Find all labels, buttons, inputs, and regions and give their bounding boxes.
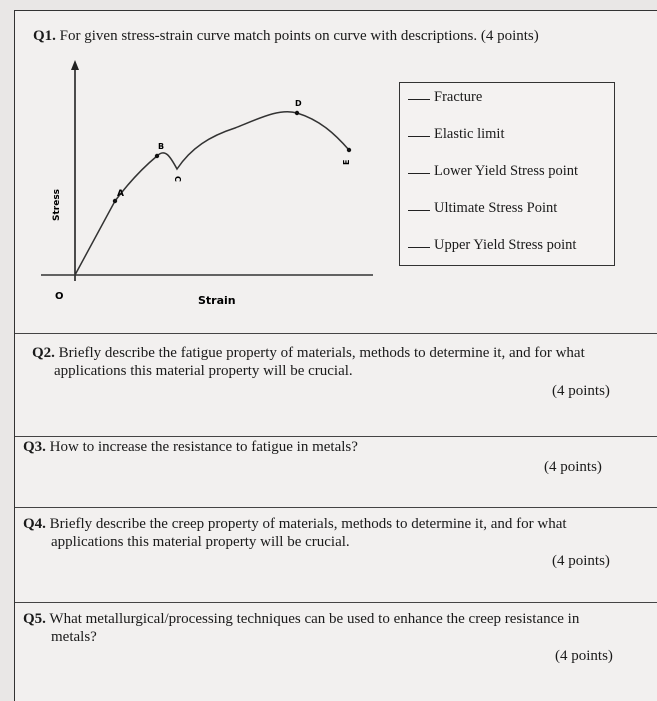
divider	[15, 602, 657, 603]
point-b-marker	[155, 154, 159, 158]
y-axis-label: Stress	[52, 188, 62, 221]
choice-text: Ultimate Stress Point	[434, 200, 558, 216]
q3-prompt	[23, 438, 358, 456]
q5-points: (4 points)	[555, 648, 613, 664]
answer-blank[interactable]	[408, 247, 430, 248]
point-d-marker	[295, 111, 299, 115]
point-a-label: A	[117, 189, 124, 199]
divider	[15, 507, 657, 508]
q2-points: (4 points)	[552, 383, 610, 399]
q5-line2: metals?	[51, 629, 97, 645]
q5-prompt	[23, 610, 579, 646]
choice-text: Elastic limit	[434, 126, 505, 142]
choice-row	[408, 200, 557, 217]
q1-text: For given stress-strain curve match points on curve with descriptions. (4 points)	[59, 28, 539, 44]
y-axis-arrow	[71, 60, 79, 70]
q2-label: Q2.	[32, 345, 55, 361]
choice-row	[408, 126, 504, 143]
q4-line1: Briefly describe the creep property of materials, methods to determine it, and for what	[49, 516, 567, 532]
point-b-label: B	[158, 142, 165, 151]
q4-label: Q4.	[23, 516, 46, 532]
point-a-marker	[113, 199, 117, 203]
q2-line2: applications this material property will be crucial.	[54, 363, 353, 379]
divider	[15, 436, 657, 437]
q3-line1: How to increase the resistance to fatigue in metals?	[49, 439, 358, 455]
choice-text: Lower Yield Stress point	[434, 163, 579, 179]
answer-blank[interactable]	[408, 173, 430, 174]
divider	[15, 333, 657, 334]
q4-prompt	[23, 515, 567, 551]
point-d-label: D	[295, 99, 302, 108]
answer-choices-box	[399, 82, 615, 266]
worksheet	[14, 10, 657, 701]
q1-prompt	[33, 27, 539, 45]
q2-line1: Briefly describe the fatigue property of materials, methods to determine it, and for what	[58, 345, 585, 361]
choice-row	[408, 89, 482, 106]
choice-row	[408, 237, 576, 254]
q2-prompt	[32, 344, 585, 380]
q5-label: Q5.	[23, 611, 46, 627]
answer-blank[interactable]	[408, 210, 430, 211]
stress-strain-chart	[35, 56, 385, 311]
q4-points: (4 points)	[552, 553, 610, 569]
q3-label: Q3.	[23, 439, 46, 455]
q4-line2: applications this material property will be crucial.	[51, 534, 350, 550]
q3-points: (4 points)	[544, 459, 602, 475]
point-e-marker	[347, 148, 351, 152]
answer-blank[interactable]	[408, 99, 430, 100]
point-c-label: C	[173, 176, 182, 182]
choice-text: Fracture	[434, 89, 483, 105]
q5-line1: What metallurgical/processing techniques can be used to enhance the creep resistance in	[49, 611, 580, 627]
x-axis-label: Strain	[198, 294, 236, 307]
point-e-label: E	[342, 159, 351, 165]
q1-label: Q1.	[33, 28, 56, 44]
origin-label: O	[55, 291, 64, 302]
choice-text: Upper Yield Stress point	[434, 237, 577, 253]
choice-row	[408, 163, 578, 180]
answer-blank[interactable]	[408, 136, 430, 137]
